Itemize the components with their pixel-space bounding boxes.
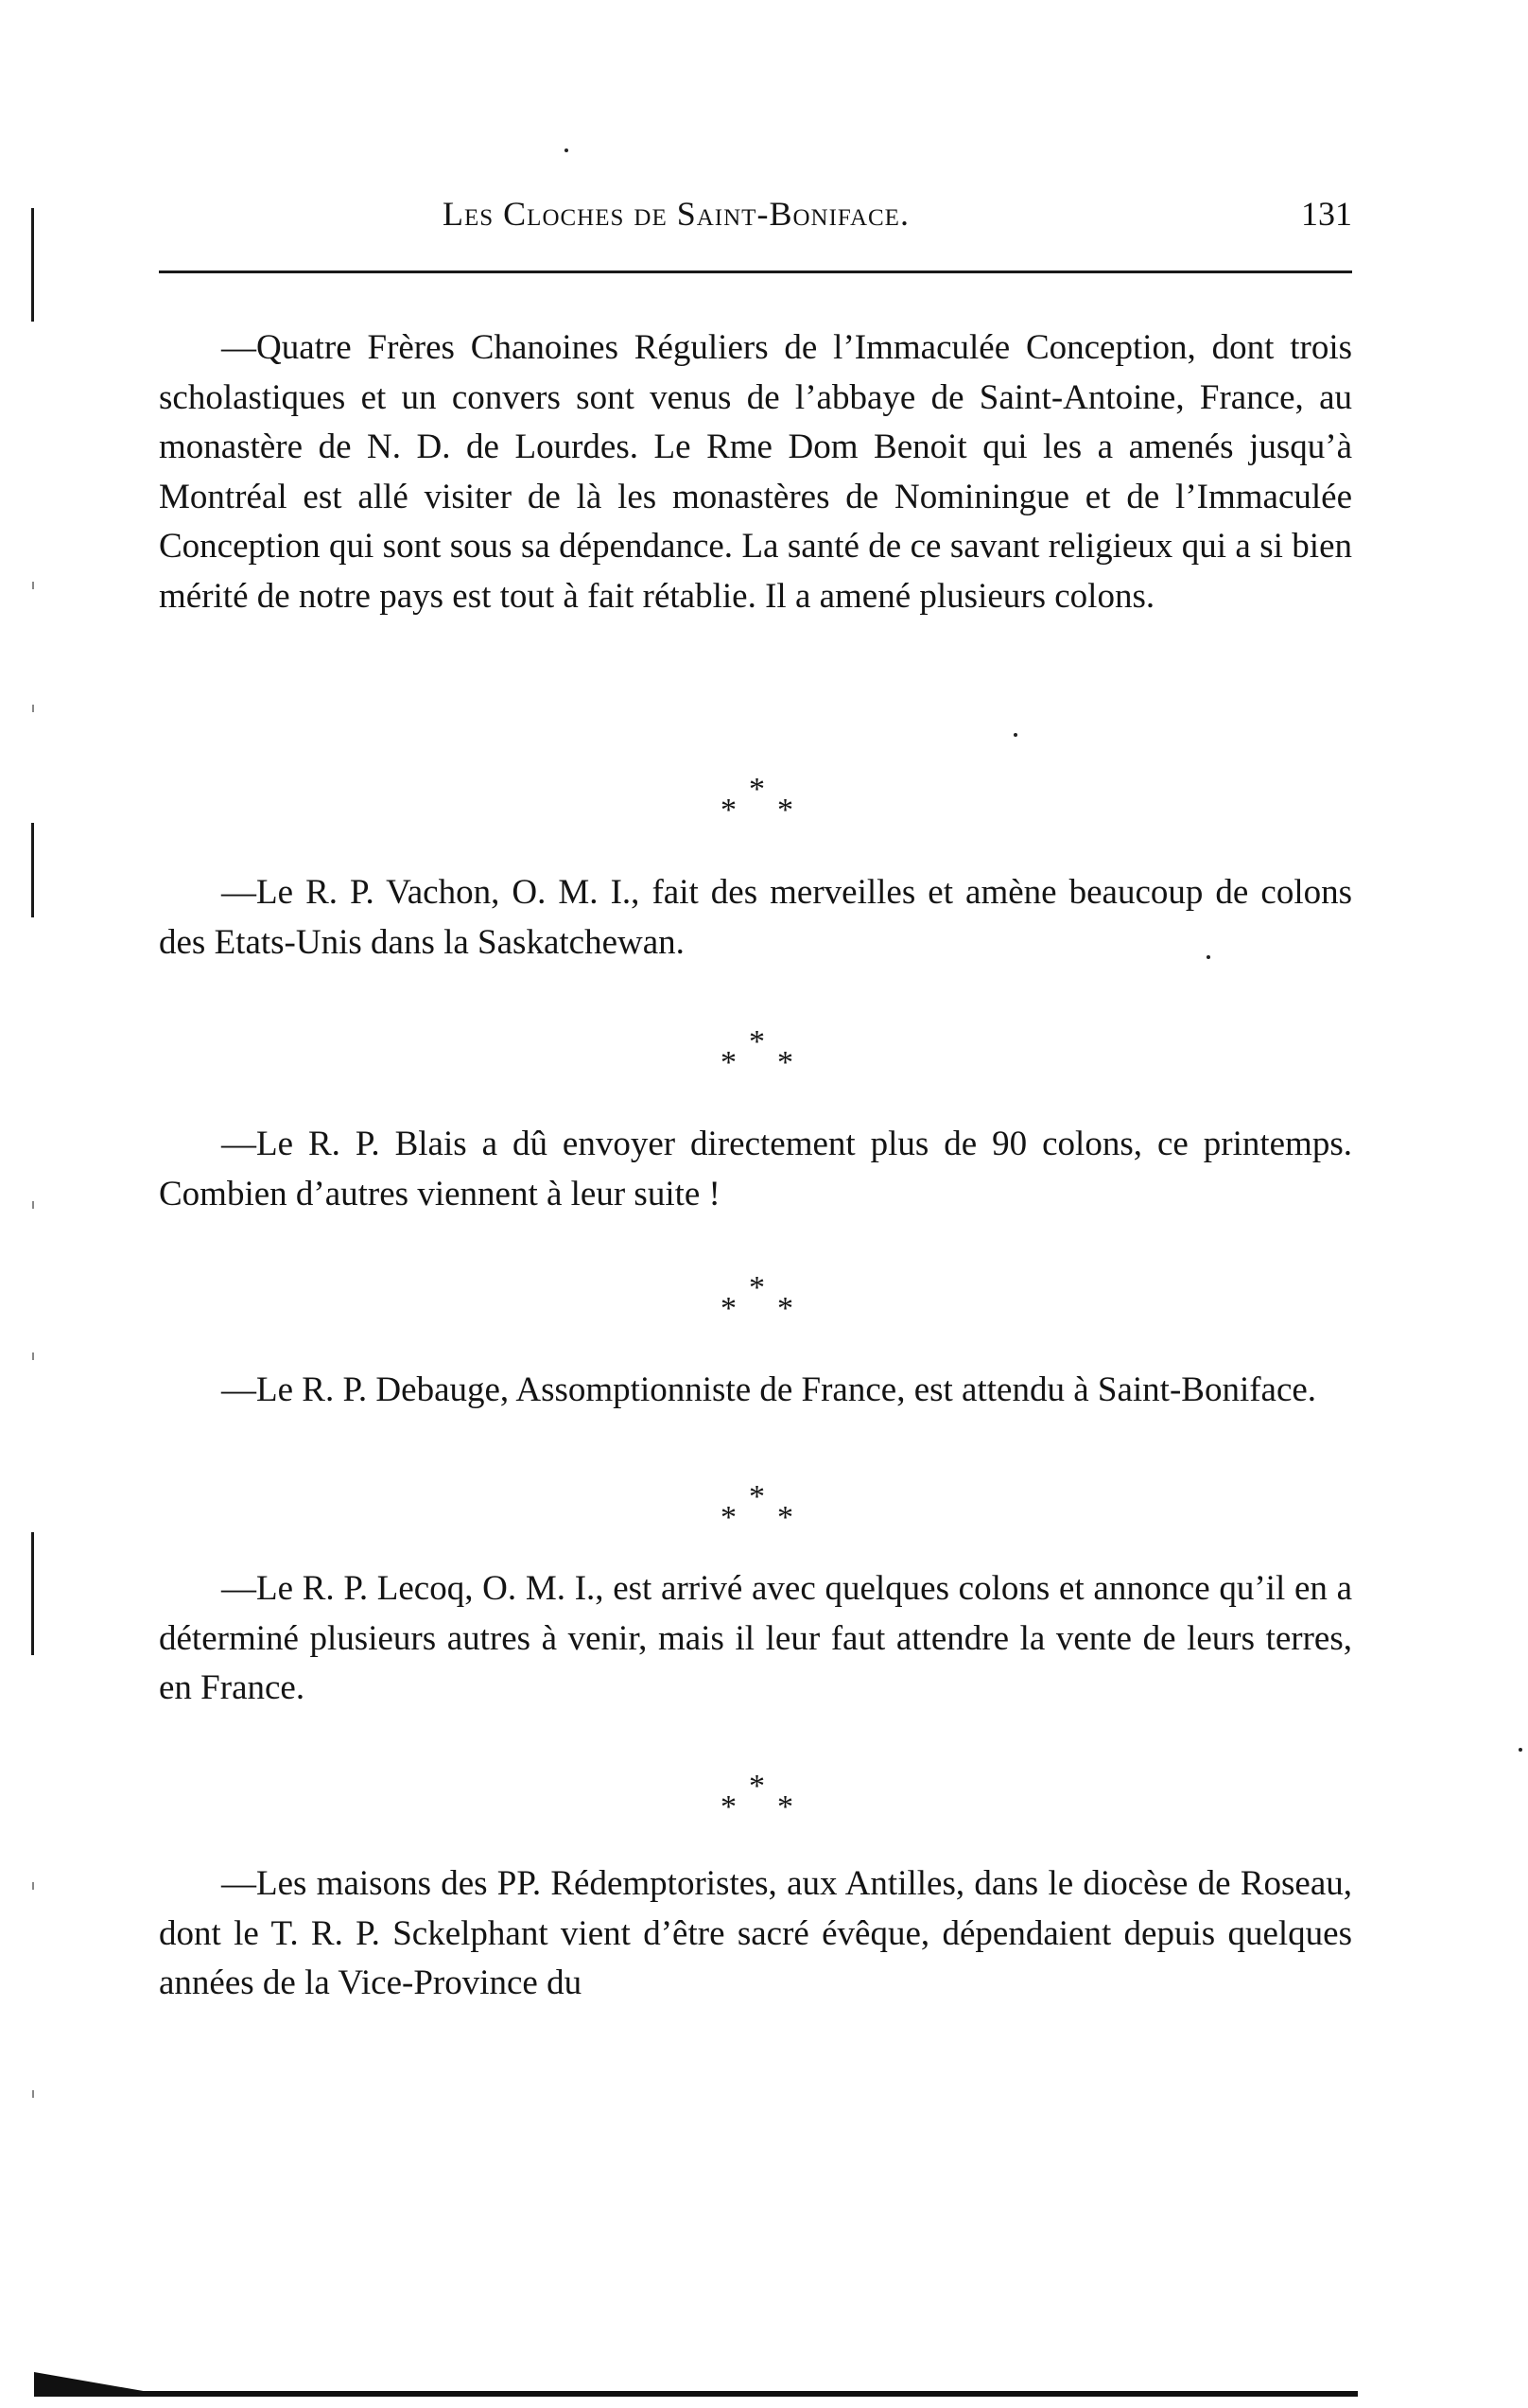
scan-bottom-rule [34, 2391, 1358, 2397]
running-header [159, 194, 1352, 241]
scan-edge-dot [32, 1882, 34, 1890]
scan-edge-mark [31, 1532, 34, 1655]
scan-speck [564, 148, 568, 152]
paragraph-blais: —Le R. P. Blais a dû envoyer directement plus de 90 colons, ce printemps. Combien d’autres viennent à leur suite ! [159, 1125, 1352, 1213]
asterism-separator: * * * [721, 1024, 793, 1080]
header-rule [159, 270, 1352, 273]
paragraph-lecoq: —Le R. P. Lecoq, O. M. I., est arrivé avec quelques colons et annonce qu’il en a déterminé plusieurs autres à venir, mais il leur faut attendre la vente de leurs terres, en France. [159, 1569, 1352, 1707]
scan-edge-mark [31, 208, 34, 322]
asterism-separator: * * * [721, 1270, 793, 1326]
paragraph-redemptoristes: —Les maisons des PP. Rédemptoristes, aux Antilles, dans le diocèse de Roseau, dont le T. R. P. Sckelphant vient d’être sacré évêque, dépendaient depuis quelques années de la Vice-Province du [159, 1864, 1352, 2002]
scan-speck [1519, 1748, 1522, 1752]
paragraph-vachon: —Le R. P. Vachon, O. M. I., fait des merveilles et amène beaucoup de colons des Etats-Unis dans la Saskatchewan. [159, 873, 1352, 962]
running-title: Les Cloches de Saint-Boniface. [443, 195, 910, 233]
asterism-separator: * * * [721, 772, 793, 828]
page-number: 131 [1301, 195, 1352, 233]
asterism-separator: * * * [721, 1479, 793, 1535]
scan-edge-dot [32, 705, 34, 712]
scan-edge-dot [32, 1352, 34, 1360]
asterism-separator: * * * [721, 1769, 793, 1824]
paragraph-chanoines: —Quatre Frères Chanoines Réguliers de l’Immaculée Conception, dont trois scholastiques et un convers sont venus de l’abbaye de Saint-Antoine, France, au monastère de N. D. de Lourdes. Le Rme Dom Benoit qui les a amenés jusqu’à Montréal est allé visiter de là les monastères de Nominingue et de l’Immaculée Conception qui sont sous sa dépendance. La santé de ce savant religieux qui a si bien mérité de notre pays est tout à fait rétablie. Il a amené plusieurs colons. [159, 328, 1352, 616]
scan-edge-dot [32, 1201, 34, 1209]
scan-edge-dot [32, 2090, 34, 2098]
scan-speck [1014, 733, 1017, 737]
paragraph-debauge: —Le R. P. Debauge, Assomptionniste de France, est attendu à Saint-Boniface. [221, 1370, 1317, 1409]
scan-edge-dot [32, 582, 34, 589]
scan-edge-mark [31, 823, 34, 917]
